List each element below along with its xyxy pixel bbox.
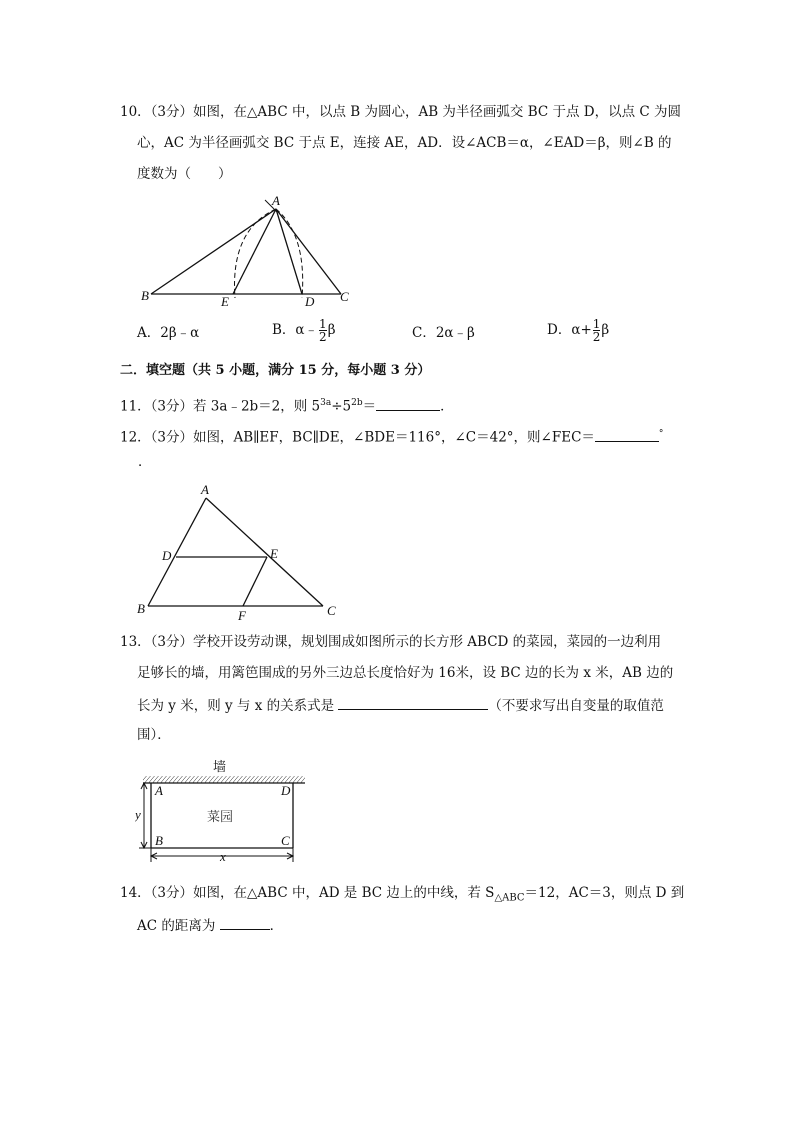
q11-answer-blank[interactable] [376,396,440,411]
wall-hatch [143,776,305,783]
q13-line3: 长为 y 米，则 y 与 x 的关系式是 （不要求写出自变量的取值范 [137,695,664,715]
q10-triangle-figure [135,190,365,315]
garden-label: 菜园 [207,810,234,825]
wall-label: 墙 [213,760,227,775]
label-x: x [220,849,226,864]
label-b: B [155,833,163,848]
label-b: B [141,288,149,303]
label-f: F [238,608,246,623]
q10-line3: 度数为（ ） [137,166,232,182]
q10-option-c: C．2α﹣β [412,325,475,341]
section-heading: 二．填空题（共 5 小题，满分 15 分，每小题 3 分） [120,363,431,378]
label-d: D [281,783,291,798]
label-e: E [221,294,229,309]
label-a: A [155,783,163,798]
q10-option-d: D．α+ $\frac{1}{2}$ β [547,317,610,344]
q13-line1: 13．（3分）学校开设劳动课，规划围成如图所示的长方形 ABCD 的菜园，菜园的一边利用 [120,634,662,650]
label-c: C [281,833,290,848]
label-d: D [305,294,315,309]
q14-line2: AC 的距离为 ． [137,915,283,935]
label-a: A [201,482,209,497]
q13-answer-blank[interactable] [338,695,488,710]
q10-option-a: A．2β﹣α [137,325,200,341]
q12-answer-blank[interactable] [595,427,659,442]
q14-line1: 14．（3分）如图，在△ABC 中，AD 是 BC 边上的中线，若 $S_{\triangle ABC}=12$，AC＝3，则点 D 到 [120,885,685,904]
q13-line4: 围）． [137,727,171,743]
q12-triangle-figure [135,480,345,625]
q10-line2: 心，AC 为半径画弧交 BC 于点 E，连接 AE，AD．设∠ACB＝α，∠EAD＝β，则∠B 的 [137,135,672,151]
label-y: y [135,807,141,822]
q10-line1: 10．（3分）如图，在△ABC 中，以点 B 为圆心，AB 为半径画弧交 BC 于点 D，以点 C 为圆 [120,104,682,120]
q11-line: 11．（3分）若 3a﹣2b＝2，则 $5^{3a}\div 5^{2b}=$ ． [120,394,454,416]
label-b: B [137,601,145,616]
q13-line2: 足够长的墙，用篱笆围成的另外三边总长度恰好为 16米，设 BC 边的长为 x 米，AB 边的 [137,665,674,681]
label-c: C [340,289,349,304]
q12-period: ． [138,454,152,470]
q13-garden-figure [135,756,315,866]
label-a: A [272,193,280,208]
label-e: E [270,546,278,561]
q12-line: 12．（3分）如图，AB∥EF，BC∥DE，∠BDE＝116°，∠C＝42°，则∠FEC＝ ° [120,425,663,447]
q10-option-b: B．α﹣ $\frac{1}{2}$ β [272,317,336,344]
q14-answer-blank[interactable] [220,915,270,930]
label-c: C [327,603,336,618]
label-d: D [162,548,172,563]
